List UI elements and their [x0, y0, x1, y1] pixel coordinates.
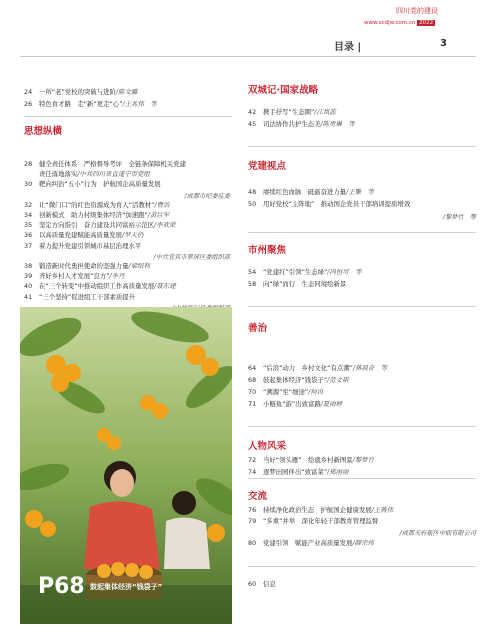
toc-page-num: 32: [24, 200, 33, 209]
divider: [24, 116, 232, 117]
toc-author: /黄巨军: [147, 211, 170, 219]
toc-page-num: 50: [248, 200, 257, 208]
toc-title: 在“三个转变”中推动组织工作高质量发展: [39, 282, 155, 291]
toc-entry-54[interactable]: [248, 268, 361, 277]
toc-author: /聂东建: [154, 282, 176, 291]
divider: [248, 232, 476, 233]
toc-author: /陈勇琳 等: [320, 120, 355, 128]
toc-page-num: 38: [24, 262, 33, 270]
toc-page-num: 34: [24, 211, 33, 219]
toc-author: /中共四川省直遂宁市党组: [77, 170, 150, 179]
toc-entry-64[interactable]: [248, 364, 387, 373]
toc-entry-70[interactable]: [248, 388, 323, 397]
section-title-renwu: 人物风采: [248, 441, 287, 452]
toc-title: “多重”并举 深化年轻干部教育管理监督: [263, 517, 379, 525]
section-title-shuangcheng: 双城记·国家战略: [248, 85, 319, 96]
toc-page-num: 48: [248, 188, 257, 196]
toc-title: 持续净化政治生态 护航国企健康发展: [263, 506, 372, 514]
toc-page-num: 40: [24, 282, 33, 291]
section-title-shizhou: 市州聚焦: [248, 245, 287, 256]
toc-page-num: 35: [24, 221, 33, 230]
toc-entry-38[interactable]: [24, 262, 150, 271]
toc-title: 锻造新时代勇担使命的坚强力量: [39, 262, 129, 270]
toc-page-num: 74: [248, 468, 257, 476]
toc-entry-41[interactable]: [24, 293, 135, 302]
toc-title: 靶向纠治“五小”行为 护航国企高质量发展: [39, 180, 161, 189]
photo-caption: 鼓起集体经济“钱袋子”: [90, 583, 163, 591]
divider: [248, 478, 476, 479]
toc-title: 健全责任体系 严格督导考评 全链条保障机关党建: [39, 160, 186, 168]
toc-title: 小鲢鱼“游”出致富路: [263, 400, 321, 408]
toc-title: 当好“领头雁” 绘就乡村新图景: [263, 456, 353, 464]
url-text: www.scdjw.com.cn: [364, 20, 416, 26]
toc-entry-76[interactable]: [248, 506, 393, 515]
toc-entry-37[interactable]: [24, 242, 141, 251]
toc-page-num: 28: [24, 160, 33, 168]
toc-entry-26[interactable]: 26 特色育才路 走“新”更走“心”/王兆伟 等: [24, 100, 157, 108]
toc-title: 着力提升党建引领城市基层治理水平: [39, 241, 142, 250]
toc-entry-39[interactable]: [24, 272, 124, 281]
toc-author: /王燕伟: [371, 506, 393, 514]
toc-page-num: 71: [248, 400, 257, 408]
toc-title: 以高质量党建赋能高质量发展: [39, 231, 123, 240]
photo-page-tag: P68: [38, 574, 85, 599]
toc-title: 向“绿”而行 生态同境绘新景: [263, 280, 347, 288]
toc-author: /成都天府新区中联有限公司: [399, 530, 476, 537]
toc-author: /梁绍利: [128, 262, 150, 270]
toc-page-num: 58: [248, 280, 257, 288]
magazine-title: 四川党的建设: [396, 7, 438, 15]
toc-title: “党建红”引领“生态绿”: [263, 268, 328, 276]
toc-page-num: 39: [24, 272, 33, 281]
toc-title: 逐梦田园伴出“致富菜”: [263, 468, 328, 476]
toc-title: “三个坚持”促进组工干部素质提升: [39, 292, 136, 301]
toc-title: 党建引领 赋能产业高质量发展: [263, 539, 353, 547]
toc-title: 坚定方向指引 奋力建设共同富裕示范区: [39, 221, 155, 230]
toc-author: /黎梦竹: [352, 456, 375, 464]
toc-author: /薛宗伟: [352, 539, 374, 547]
toc-entry-45[interactable]: [248, 120, 355, 129]
toc-entry-30[interactable]: [24, 180, 161, 189]
section-title-dangjian: 党建视点: [248, 161, 287, 172]
toc-page-num: 70: [248, 388, 257, 396]
toc-entry-58[interactable]: [248, 280, 346, 289]
toc-author: /李丹: [109, 272, 125, 281]
toc-page-num: 80: [248, 539, 257, 547]
section-title-shanzhi: 善治: [248, 323, 268, 334]
page-number: 3: [440, 38, 447, 49]
divider: [248, 146, 476, 147]
toc-author: /中共宜宾市翠屏区委组织部: [153, 253, 230, 261]
toc-author: /黎梦竹 等: [442, 214, 476, 221]
toc-page-num: 72: [248, 456, 257, 464]
toc-entry-28[interactable]: [24, 160, 186, 169]
divider: [248, 566, 476, 567]
toc-entry-60[interactable]: 60 信息: [248, 580, 276, 588]
toc-author: /成都市纪委监委: [184, 192, 230, 200]
toc-entry-68[interactable]: [248, 376, 348, 385]
section-title-sixiang: 思想纵横: [24, 126, 63, 137]
toc-title: 责任落地落实: [39, 170, 78, 179]
toc-author: /蒋晨奇 等: [352, 364, 388, 372]
year-badge: 2022: [419, 20, 434, 26]
toc-title: 鼓起集体经济“钱袋子”: [263, 376, 328, 384]
toc-page-num: 68: [248, 376, 257, 384]
header-rule: [20, 56, 476, 57]
section-title-jiaoliu: 交流: [248, 491, 268, 502]
toc-title: 携手抒写“生态圈”: [263, 108, 315, 116]
magazine-url: [364, 20, 435, 26]
toc-author: /曹浩: [154, 200, 170, 209]
toc-page-num: 42: [248, 108, 257, 116]
toc-page-num: 41: [24, 292, 33, 301]
toc-entry-cont[interactable]: [24, 170, 150, 179]
divider: [248, 306, 476, 307]
toc-entry-48[interactable]: [248, 188, 374, 197]
toc-title: 司法协作共护生态美: [263, 120, 321, 128]
toc-entry-79[interactable]: [248, 517, 378, 526]
toc-entry-80[interactable]: [248, 539, 374, 548]
toc-page-num: 45: [248, 120, 257, 128]
toc-title: 让“微门口”的红色资源成为育人“活教材”: [39, 200, 155, 209]
toc-page-num: 37: [24, 241, 33, 250]
toc-entry-35[interactable]: [24, 221, 175, 230]
toc-entry-24[interactable]: 24 一所“老”党校的突破与进阶/陈文璐: [24, 88, 138, 96]
toc-title: 用好党校“主阵地” 推动国企党员干部培训提质增效: [263, 200, 411, 208]
toc-author: /罗天仍: [122, 231, 144, 240]
toc-entry-72[interactable]: [248, 456, 374, 465]
toc-label: 目录 |: [334, 42, 362, 53]
toc-title: “溯源”至“细途”: [263, 388, 309, 396]
toc-entry-36[interactable]: [24, 231, 143, 240]
toc-author: /李欢荣: [154, 221, 176, 230]
toc-page-num: 79: [248, 517, 257, 525]
toc-entry-42[interactable]: [248, 108, 336, 117]
toc-entry-40[interactable]: [24, 282, 176, 291]
toc-title: 创新模式 助力村级集体经济“加速跑”: [39, 211, 148, 219]
toc-title: 赓续红色血脉 砥砺奋进力量: [263, 188, 347, 196]
toc-entry-74[interactable]: [248, 468, 348, 477]
toc-author: /夏雨婷: [320, 400, 343, 408]
toc-author: /王擎 等: [346, 188, 374, 196]
toc-page-num: 54: [248, 268, 257, 276]
toc-author: /何冉: [308, 388, 324, 396]
toc-page-num: 30: [24, 180, 33, 189]
toc-entry-50[interactable]: [248, 200, 410, 209]
toc-entry-32[interactable]: [24, 201, 169, 210]
toc-title: 齐好乡村人才发展“良方”: [39, 272, 110, 281]
page-header: [0, 0, 496, 58]
toc-author: /江岚蕊: [314, 108, 336, 116]
toc-page-num: 76: [248, 506, 257, 514]
divider: [248, 426, 476, 427]
toc-entry-71[interactable]: [248, 400, 342, 409]
toc-author: /郑雨雨: [327, 468, 349, 476]
toc-author: /冯恒可 等: [327, 268, 362, 276]
toc-entry-34[interactable]: [24, 211, 169, 220]
toc-author: /范文琪: [327, 376, 349, 384]
toc-page-num: 36: [24, 231, 33, 240]
toc-page-num: 64: [248, 364, 257, 372]
toc-title: “后浪”动力 乡村文化“有点潮”: [263, 364, 353, 372]
